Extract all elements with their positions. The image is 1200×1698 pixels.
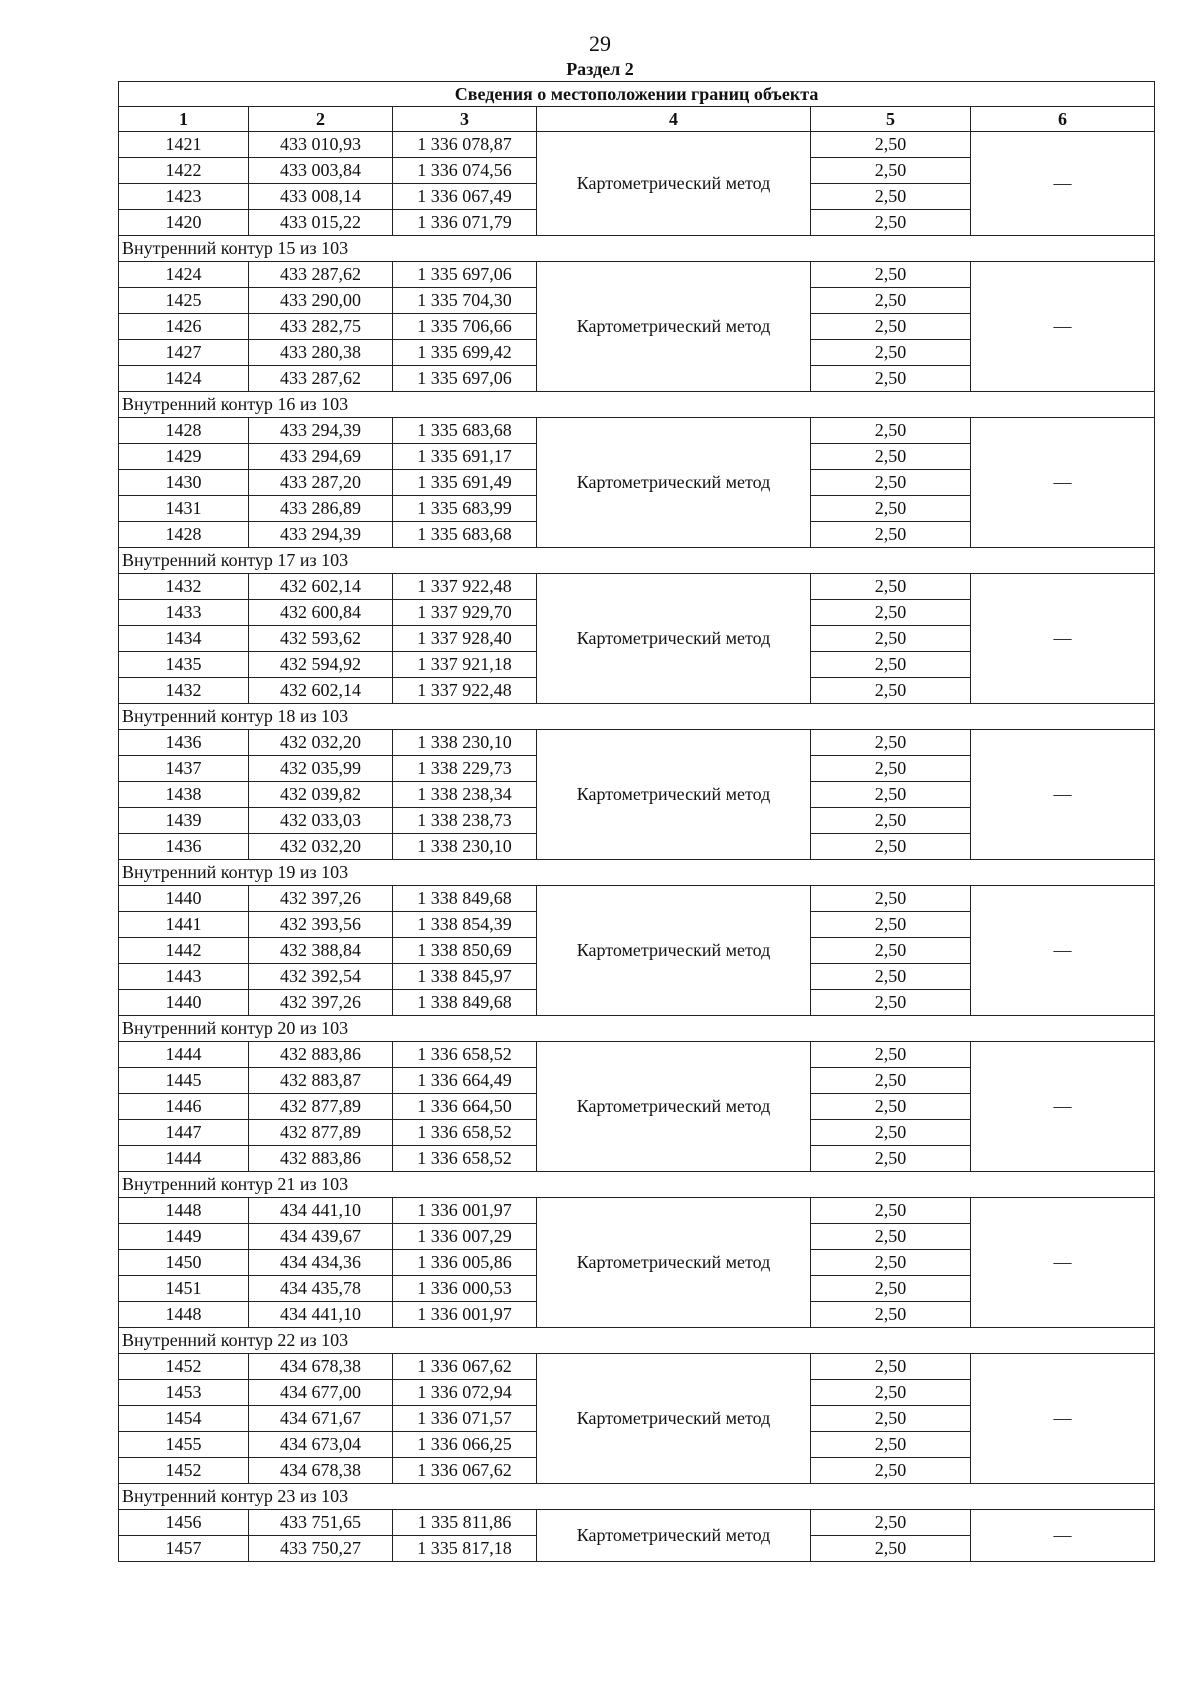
contour-label: Внутренний контур 23 из 103 [119, 1484, 1155, 1510]
point-number-cell: 1448 [119, 1198, 249, 1224]
x-coordinate-cell: 433 003,84 [249, 158, 393, 184]
table-row [119, 1042, 1155, 1068]
y-coordinate-cell: 1 336 071,57 [393, 1406, 537, 1432]
accuracy-cell: 2,50 [811, 730, 971, 756]
y-coordinate-cell: 1 335 704,30 [393, 288, 537, 314]
accuracy-cell: 2,50 [811, 366, 971, 392]
point-number-cell: 1424 [119, 366, 249, 392]
point-number-cell: 1436 [119, 834, 249, 860]
x-coordinate-cell: 434 441,10 [249, 1302, 393, 1328]
method-cell: Картометрический метод [537, 574, 811, 704]
accuracy-cell: 2,50 [811, 574, 971, 600]
y-coordinate-cell: 1 336 001,97 [393, 1198, 537, 1224]
contour-label: Внутренний контур 21 из 103 [119, 1172, 1155, 1198]
accuracy-cell: 2,50 [811, 444, 971, 470]
y-coordinate-cell: 1 335 683,68 [393, 522, 537, 548]
point-number-cell: 1422 [119, 158, 249, 184]
accuracy-cell: 2,50 [811, 834, 971, 860]
accuracy-cell: 2,50 [811, 210, 971, 236]
x-coordinate-cell: 433 287,62 [249, 366, 393, 392]
y-coordinate-cell: 1 335 683,68 [393, 418, 537, 444]
table-body [119, 132, 1155, 1562]
accuracy-cell: 2,50 [811, 1406, 971, 1432]
method-cell: Картометрический метод [537, 1042, 811, 1172]
x-coordinate-cell: 433 290,00 [249, 288, 393, 314]
method-cell: Картометрический метод [537, 1354, 811, 1484]
y-coordinate-cell: 1 336 658,52 [393, 1146, 537, 1172]
method-cell: Картометрический метод [537, 418, 811, 548]
point-number-cell: 1428 [119, 522, 249, 548]
accuracy-cell: 2,50 [811, 1042, 971, 1068]
accuracy-cell: 2,50 [811, 1536, 971, 1562]
accuracy-cell: 2,50 [811, 496, 971, 522]
method-cell: Картометрический метод [537, 1510, 811, 1562]
accuracy-cell: 2,50 [811, 626, 971, 652]
x-coordinate-cell: 432 877,89 [249, 1094, 393, 1120]
y-coordinate-cell: 1 336 066,25 [393, 1432, 537, 1458]
y-coordinate-cell: 1 336 005,86 [393, 1250, 537, 1276]
contour-row [119, 704, 1155, 730]
point-number-cell: 1437 [119, 756, 249, 782]
accuracy-cell: 2,50 [811, 1380, 971, 1406]
point-number-cell: 1445 [119, 1068, 249, 1094]
y-coordinate-cell: 1 336 658,52 [393, 1120, 537, 1146]
y-coordinate-cell: 1 336 001,97 [393, 1302, 537, 1328]
accuracy-cell: 2,50 [811, 1510, 971, 1536]
x-coordinate-cell: 433 008,14 [249, 184, 393, 210]
x-coordinate-cell: 432 397,26 [249, 990, 393, 1016]
x-coordinate-cell: 434 441,10 [249, 1198, 393, 1224]
table-row [119, 418, 1155, 444]
y-coordinate-cell: 1 336 072,94 [393, 1380, 537, 1406]
column6-cell: — [971, 1354, 1155, 1484]
contour-label: Внутренний контур 20 из 103 [119, 1016, 1155, 1042]
accuracy-cell: 2,50 [811, 158, 971, 184]
accuracy-cell: 2,50 [811, 1354, 971, 1380]
point-number-cell: 1444 [119, 1042, 249, 1068]
accuracy-cell: 2,50 [811, 600, 971, 626]
column6-cell: — [971, 132, 1155, 236]
column6-cell: — [971, 886, 1155, 1016]
accuracy-cell: 2,50 [811, 808, 971, 834]
point-number-cell: 1433 [119, 600, 249, 626]
x-coordinate-cell: 432 397,26 [249, 886, 393, 912]
table-row [119, 730, 1155, 756]
point-number-cell: 1427 [119, 340, 249, 366]
contour-label: Внутренний контур 22 из 103 [119, 1328, 1155, 1354]
y-coordinate-cell: 1 335 691,49 [393, 470, 537, 496]
point-number-cell: 1453 [119, 1380, 249, 1406]
point-number-cell: 1449 [119, 1224, 249, 1250]
point-number-cell: 1426 [119, 314, 249, 340]
contour-row [119, 1172, 1155, 1198]
contour-row [119, 1328, 1155, 1354]
point-number-cell: 1440 [119, 990, 249, 1016]
x-coordinate-cell: 433 294,39 [249, 418, 393, 444]
accuracy-cell: 2,50 [811, 262, 971, 288]
column6-cell: — [971, 418, 1155, 548]
x-coordinate-cell: 433 015,22 [249, 210, 393, 236]
point-number-cell: 1432 [119, 678, 249, 704]
x-coordinate-cell: 434 435,78 [249, 1276, 393, 1302]
column-header-5: 5 [811, 107, 971, 132]
point-number-cell: 1434 [119, 626, 249, 652]
x-coordinate-cell: 433 294,69 [249, 444, 393, 470]
y-coordinate-cell: 1 335 697,06 [393, 262, 537, 288]
accuracy-cell: 2,50 [811, 782, 971, 808]
y-coordinate-cell: 1 338 849,68 [393, 886, 537, 912]
point-number-cell: 1440 [119, 886, 249, 912]
column-header-1: 1 [119, 107, 249, 132]
table-row [119, 1354, 1155, 1380]
x-coordinate-cell: 433 287,20 [249, 470, 393, 496]
point-number-cell: 1432 [119, 574, 249, 600]
x-coordinate-cell: 433 287,62 [249, 262, 393, 288]
point-number-cell: 1442 [119, 938, 249, 964]
accuracy-cell: 2,50 [811, 470, 971, 496]
point-number-cell: 1454 [119, 1406, 249, 1432]
point-number-cell: 1447 [119, 1120, 249, 1146]
accuracy-cell: 2,50 [811, 1068, 971, 1094]
point-number-cell: 1451 [119, 1276, 249, 1302]
y-coordinate-cell: 1 338 845,97 [393, 964, 537, 990]
point-number-cell: 1450 [119, 1250, 249, 1276]
x-coordinate-cell: 433 286,89 [249, 496, 393, 522]
column6-cell: — [971, 1042, 1155, 1172]
x-coordinate-cell: 432 883,86 [249, 1042, 393, 1068]
accuracy-cell: 2,50 [811, 1276, 971, 1302]
point-number-cell: 1452 [119, 1458, 249, 1484]
x-coordinate-cell: 434 434,36 [249, 1250, 393, 1276]
y-coordinate-cell: 1 336 658,52 [393, 1042, 537, 1068]
y-coordinate-cell: 1 338 229,73 [393, 756, 537, 782]
point-number-cell: 1429 [119, 444, 249, 470]
accuracy-cell: 2,50 [811, 756, 971, 782]
accuracy-cell: 2,50 [811, 184, 971, 210]
x-coordinate-cell: 432 883,87 [249, 1068, 393, 1094]
accuracy-cell: 2,50 [811, 1198, 971, 1224]
accuracy-cell: 2,50 [811, 1146, 971, 1172]
y-coordinate-cell: 1 337 928,40 [393, 626, 537, 652]
point-number-cell: 1436 [119, 730, 249, 756]
x-coordinate-cell: 432 593,62 [249, 626, 393, 652]
contour-label: Внутренний контур 19 из 103 [119, 860, 1155, 886]
y-coordinate-cell: 1 338 230,10 [393, 730, 537, 756]
point-number-cell: 1443 [119, 964, 249, 990]
x-coordinate-cell: 433 750,27 [249, 1536, 393, 1562]
accuracy-cell: 2,50 [811, 288, 971, 314]
x-coordinate-cell: 432 393,56 [249, 912, 393, 938]
x-coordinate-cell: 433 294,39 [249, 522, 393, 548]
point-number-cell: 1421 [119, 132, 249, 158]
accuracy-cell: 2,50 [811, 132, 971, 158]
x-coordinate-cell: 432 392,54 [249, 964, 393, 990]
x-coordinate-cell: 432 602,14 [249, 678, 393, 704]
accuracy-cell: 2,50 [811, 1094, 971, 1120]
page-number: 29 [589, 31, 611, 56]
accuracy-cell: 2,50 [811, 652, 971, 678]
accuracy-cell: 2,50 [811, 1432, 971, 1458]
boundary-table [118, 81, 1155, 1562]
point-number-cell: 1439 [119, 808, 249, 834]
y-coordinate-cell: 1 338 854,39 [393, 912, 537, 938]
method-cell: Картометрический метод [537, 262, 811, 392]
y-coordinate-cell: 1 335 683,99 [393, 496, 537, 522]
point-number-cell: 1444 [119, 1146, 249, 1172]
accuracy-cell: 2,50 [811, 522, 971, 548]
point-number-cell: 1441 [119, 912, 249, 938]
y-coordinate-cell: 1 337 921,18 [393, 652, 537, 678]
column-header-6: 6 [971, 107, 1155, 132]
y-coordinate-cell: 1 335 706,66 [393, 314, 537, 340]
table-title: Сведения о местоположении границ объекта [119, 82, 1155, 107]
column6-cell: — [971, 262, 1155, 392]
x-coordinate-cell: 432 035,99 [249, 756, 393, 782]
y-coordinate-cell: 1 336 078,87 [393, 132, 537, 158]
x-coordinate-cell: 432 602,14 [249, 574, 393, 600]
column-header-row [119, 107, 1155, 132]
point-number-cell: 1420 [119, 210, 249, 236]
y-coordinate-cell: 1 338 230,10 [393, 834, 537, 860]
y-coordinate-cell: 1 338 849,68 [393, 990, 537, 1016]
y-coordinate-cell: 1 336 664,50 [393, 1094, 537, 1120]
x-coordinate-cell: 434 678,38 [249, 1354, 393, 1380]
y-coordinate-cell: 1 338 238,73 [393, 808, 537, 834]
contour-row [119, 860, 1155, 886]
accuracy-cell: 2,50 [811, 418, 971, 444]
table-row [119, 262, 1155, 288]
contour-row [119, 1484, 1155, 1510]
x-coordinate-cell: 432 883,86 [249, 1146, 393, 1172]
accuracy-cell: 2,50 [811, 990, 971, 1016]
column-header-3: 3 [393, 107, 537, 132]
method-cell: Картометрический метод [537, 1198, 811, 1328]
x-coordinate-cell: 432 033,03 [249, 808, 393, 834]
point-number-cell: 1457 [119, 1536, 249, 1562]
x-coordinate-cell: 432 039,82 [249, 782, 393, 808]
column6-cell: — [971, 730, 1155, 860]
y-coordinate-cell: 1 336 067,62 [393, 1354, 537, 1380]
point-number-cell: 1435 [119, 652, 249, 678]
table-row [119, 1510, 1155, 1536]
accuracy-cell: 2,50 [811, 678, 971, 704]
table-row [119, 574, 1155, 600]
y-coordinate-cell: 1 336 067,49 [393, 184, 537, 210]
accuracy-cell: 2,50 [811, 1458, 971, 1484]
column-header-2: 2 [249, 107, 393, 132]
y-coordinate-cell: 1 337 929,70 [393, 600, 537, 626]
x-coordinate-cell: 433 282,75 [249, 314, 393, 340]
accuracy-cell: 2,50 [811, 1302, 971, 1328]
x-coordinate-cell: 434 678,38 [249, 1458, 393, 1484]
x-coordinate-cell: 434 439,67 [249, 1224, 393, 1250]
y-coordinate-cell: 1 336 071,79 [393, 210, 537, 236]
accuracy-cell: 2,50 [811, 938, 971, 964]
x-coordinate-cell: 434 673,04 [249, 1432, 393, 1458]
accuracy-cell: 2,50 [811, 964, 971, 990]
table-row [119, 132, 1155, 158]
y-coordinate-cell: 1 336 074,56 [393, 158, 537, 184]
accuracy-cell: 2,50 [811, 314, 971, 340]
column6-cell: — [971, 1510, 1155, 1562]
method-cell: Картометрический метод [537, 132, 811, 236]
point-number-cell: 1424 [119, 262, 249, 288]
point-number-cell: 1428 [119, 418, 249, 444]
y-coordinate-cell: 1 336 000,53 [393, 1276, 537, 1302]
x-coordinate-cell: 433 751,65 [249, 1510, 393, 1536]
contour-row [119, 236, 1155, 262]
x-coordinate-cell: 432 388,84 [249, 938, 393, 964]
y-coordinate-cell: 1 336 067,62 [393, 1458, 537, 1484]
accuracy-cell: 2,50 [811, 1224, 971, 1250]
accuracy-cell: 2,50 [811, 886, 971, 912]
y-coordinate-cell: 1 337 922,48 [393, 678, 537, 704]
y-coordinate-cell: 1 335 691,17 [393, 444, 537, 470]
x-coordinate-cell: 432 877,89 [249, 1120, 393, 1146]
table-title-row [119, 82, 1155, 107]
x-coordinate-cell: 432 600,84 [249, 600, 393, 626]
point-number-cell: 1455 [119, 1432, 249, 1458]
section-title: Раздел 2 [566, 59, 634, 79]
x-coordinate-cell: 434 671,67 [249, 1406, 393, 1432]
point-number-cell: 1448 [119, 1302, 249, 1328]
x-coordinate-cell: 432 032,20 [249, 730, 393, 756]
point-number-cell: 1456 [119, 1510, 249, 1536]
column6-cell: — [971, 1198, 1155, 1328]
y-coordinate-cell: 1 336 664,49 [393, 1068, 537, 1094]
accuracy-cell: 2,50 [811, 912, 971, 938]
method-cell: Картометрический метод [537, 730, 811, 860]
y-coordinate-cell: 1 335 817,18 [393, 1536, 537, 1562]
method-cell: Картометрический метод [537, 886, 811, 1016]
x-coordinate-cell: 432 594,92 [249, 652, 393, 678]
point-number-cell: 1446 [119, 1094, 249, 1120]
y-coordinate-cell: 1 335 697,06 [393, 366, 537, 392]
point-number-cell: 1430 [119, 470, 249, 496]
y-coordinate-cell: 1 336 007,29 [393, 1224, 537, 1250]
contour-label: Внутренний контур 17 из 103 [119, 548, 1155, 574]
y-coordinate-cell: 1 338 238,34 [393, 782, 537, 808]
point-number-cell: 1425 [119, 288, 249, 314]
x-coordinate-cell: 434 677,00 [249, 1380, 393, 1406]
point-number-cell: 1438 [119, 782, 249, 808]
x-coordinate-cell: 433 280,38 [249, 340, 393, 366]
contour-row [119, 548, 1155, 574]
column6-cell: — [971, 574, 1155, 704]
contour-row [119, 1016, 1155, 1042]
point-number-cell: 1452 [119, 1354, 249, 1380]
contour-label: Внутренний контур 15 из 103 [119, 236, 1155, 262]
contour-label: Внутренний контур 18 из 103 [119, 704, 1155, 730]
x-coordinate-cell: 433 010,93 [249, 132, 393, 158]
point-number-cell: 1423 [119, 184, 249, 210]
point-number-cell: 1431 [119, 496, 249, 522]
accuracy-cell: 2,50 [811, 340, 971, 366]
y-coordinate-cell: 1 335 699,42 [393, 340, 537, 366]
contour-row [119, 392, 1155, 418]
table-row [119, 886, 1155, 912]
x-coordinate-cell: 432 032,20 [249, 834, 393, 860]
accuracy-cell: 2,50 [811, 1120, 971, 1146]
accuracy-cell: 2,50 [811, 1250, 971, 1276]
y-coordinate-cell: 1 337 922,48 [393, 574, 537, 600]
y-coordinate-cell: 1 335 811,86 [393, 1510, 537, 1536]
table-row [119, 1198, 1155, 1224]
contour-label: Внутренний контур 16 из 103 [119, 392, 1155, 418]
y-coordinate-cell: 1 338 850,69 [393, 938, 537, 964]
column-header-4: 4 [537, 107, 811, 132]
